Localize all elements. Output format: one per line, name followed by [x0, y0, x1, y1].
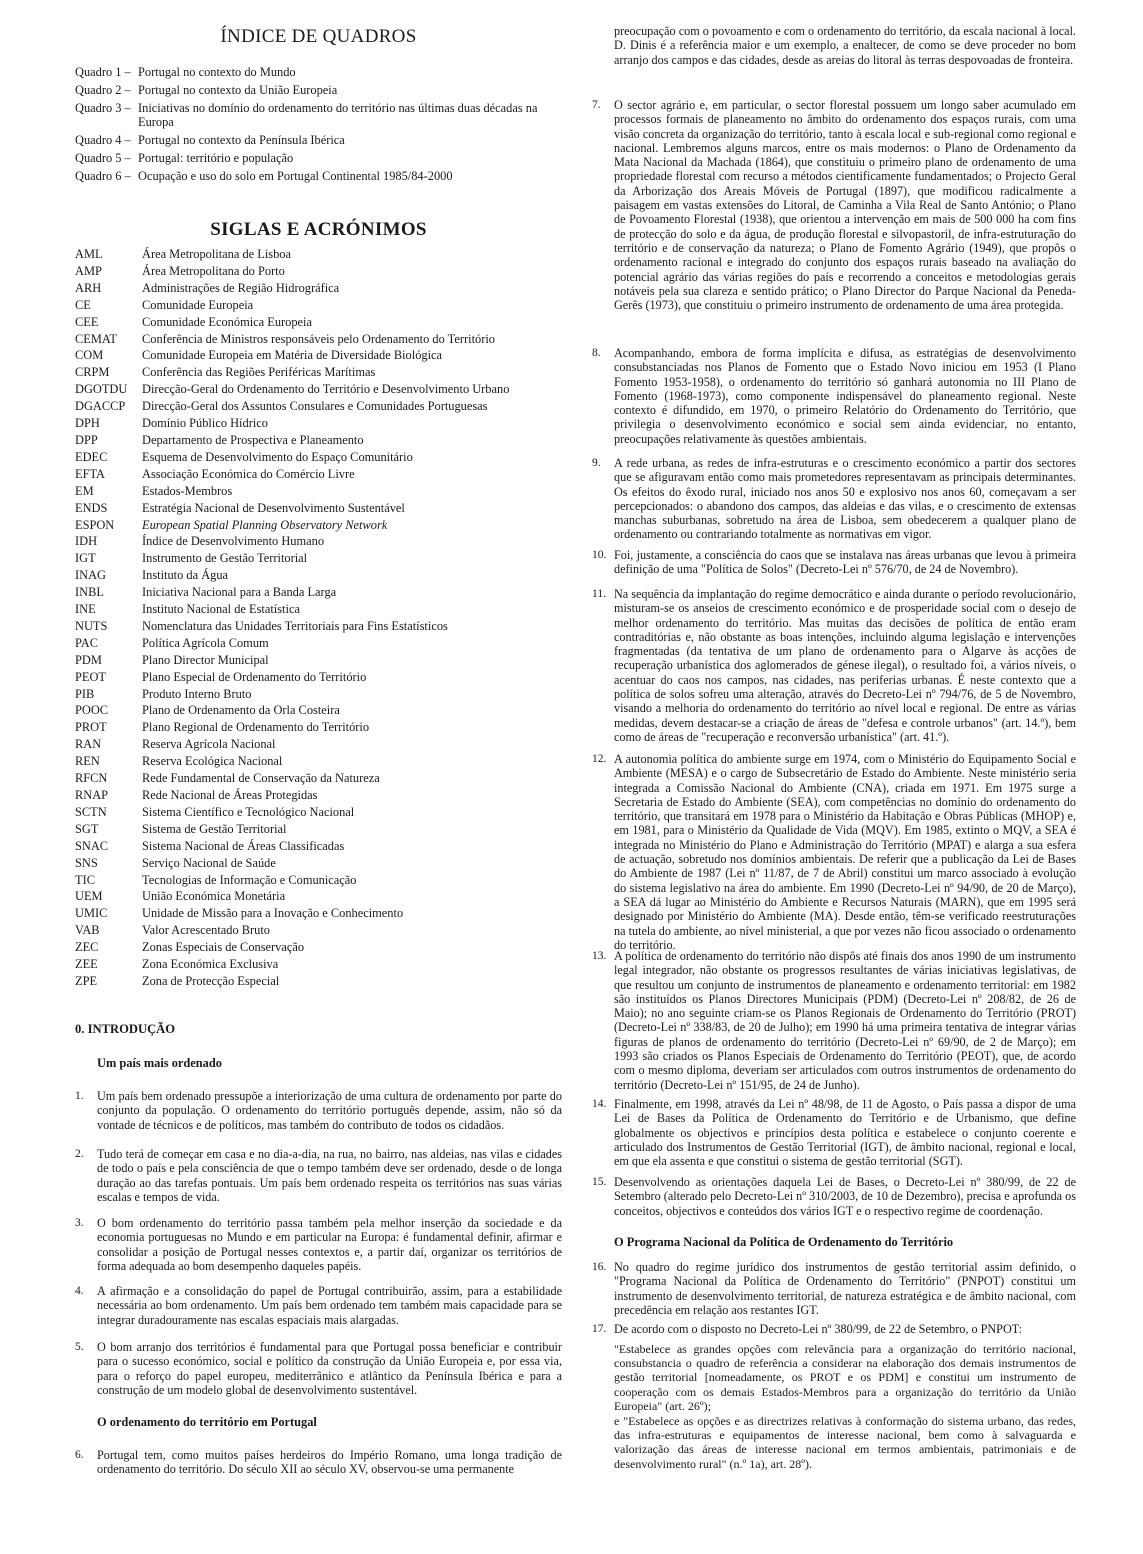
- toc-item-key: Quadro 6 –: [75, 168, 131, 183]
- acronym-abbr: CEMAT: [75, 331, 117, 346]
- toc-item-key: Quadro 5 –: [75, 150, 131, 165]
- acronym-definition: Estratégia Nacional de Desenvolvimento Sustentável: [142, 500, 405, 515]
- paragraph-number: 12.: [592, 753, 607, 765]
- toc-item-key: Quadro 1 –: [75, 65, 131, 79]
- paragraph-text: Um país bem ordenado pressupõe a interiorização de uma cultura de ordenamento por parte do conjunto da população. O ordenamento do território português depende, assim, não só da vontade de técnicos e de políticos, mas também do contributo de todos os cidadãos.: [97, 1089, 562, 1132]
- intro-heading: 0. INTRODUÇÃO: [75, 1022, 176, 1036]
- paragraph-number: 13.: [592, 950, 607, 962]
- paragraph-4: [75, 1284, 562, 1327]
- acronym-row: [75, 787, 562, 804]
- acronym-row: [75, 500, 562, 517]
- acronym-row: [75, 888, 562, 905]
- paragraph-text: O sector agrário e, em particular, o sector florestal possuem um longo saber acumulado em processos formais de planeamento no âmbito do ordenamento dos espaços rurais, com uma visão concreta da organização do território, tanto à escala local e sub-regional como regional e nacional. Lembremos alguns marcos, entre os mais modernos: o Plano de Ordenamento da Mata Nacional da Machada (1864), que constituiu o primeiro plano de ordenamento de uma propriedade florestal com recurso a métodos cientificamente fundamentados; o Projecto Geral da Arborização dos Areais Móveis de Portugal (1897), que modificou radicalmente a paisagem em vastas extensões do Litoral, de Caminha a Vila Real de Santo António; o Plano de Povoamento Florestal (1938), que orientou a intervenção em mais de 500 000 ha com fins de protecção do solo e da água, de produção florestal e silvopastoril, de infra-estruturação do território e de conservação da natureza; o Plano de Fomento Agrário (1949), que propôs o ordenamento racional e integrado do conjunto dos espaços rurais baseado na avaliação do potencial agrário das várias regiões do país e recorrendo a conceitos e metodologias gerais notáveis pela sua clareza e sentido prático; o Plano Director do Parque Nacional da Peneda-Gerês (1973), que constituiu o primeiro instrumento de ordenamento de uma área protegida.: [614, 98, 1076, 313]
- paragraph-number: 7.: [592, 99, 601, 111]
- acronym-row: [75, 347, 562, 364]
- paragraph-10: [592, 548, 1076, 577]
- acronym-row: [75, 939, 562, 956]
- acronym-row: [75, 635, 562, 652]
- toc-item-text: Portugal: território e população: [138, 150, 294, 165]
- toc-title: ÍNDICE DE QUADROS: [220, 26, 417, 47]
- acronym-row: [75, 314, 562, 331]
- toc-item: [75, 65, 562, 80]
- acronym-definition: Conferência de Ministros responsáveis pelo Ordenamento do Território: [142, 331, 495, 346]
- acronym-definition: Tecnologias de Informação e Comunicação: [142, 872, 357, 887]
- toc-item: [75, 151, 562, 166]
- paragraph-number: 6.: [75, 1449, 84, 1461]
- acronym-definition: Direcção-Geral do Ordenamento do Território e Desenvolvimento Urbano: [142, 382, 510, 397]
- toc-list: [75, 65, 562, 186]
- acronym-definition: Administrações de Região Hidrográfica: [142, 280, 340, 295]
- paragraph-text: preocupação com o povoamento e com o ordenamento do território, da escala nacional à local. D. Dinis é a referência maior e um exemplo, a enaltecer, de como se deve proceder no bom arranjo dos campos e das cidades, desde as areias do litoral às terras despovoadas de fronteira.: [614, 24, 1076, 67]
- acronym-definition: Nomenclatura das Unidades Territoriais para Fins Estatísticos: [142, 618, 448, 633]
- acronym-abbr: PEOT: [75, 669, 106, 684]
- acronym-definition: Domínio Público Hídrico: [142, 416, 268, 431]
- acronym-row: [75, 517, 562, 534]
- acronym-abbr: PIB: [75, 686, 95, 701]
- acronym-definition: Instituto Nacional de Estatística: [142, 602, 300, 617]
- paragraph-text: A rede urbana, as redes de infra-estruturas e o crescimento económico a partir dos sectores que se afiguravam então como mais prometedores representavam as principais determinantes. Os efeitos do êxodo rural, iniciado nos anos 50 e explosivo nos anos 60, começavam a ser percepcionados: o abandono dos campos, das aldeias e das vilas, e o crescimento de extensas manchas suburbanas, sobretudo na área de Lisboa, sem obedecerem a qualquer plano de ordenamento ou contrariando totalmente as normativas em vigor.: [614, 456, 1076, 542]
- acronym-definition: Conferência das Regiões Periféricas Marítimas: [142, 365, 376, 380]
- acronym-definition: Associação Económica do Comércio Livre: [142, 466, 355, 481]
- paragraph-5: [75, 1340, 562, 1397]
- acronym-abbr: CRPM: [75, 365, 110, 380]
- paragraph-text: Finalmente, em 1998, através da Lei nº 48/98, de 11 de Agosto, o País passa a dispor de uma Lei de Bases da Política de Ordenamento do Território e de Urbanismo, que define globalmente os objectivos e princípios desta política e estabelece o conjunto coerente e articulado dos Instrumentos de Gestão Territorial (IGT), de âmbito nacional, regional e local, em que ela assenta e que constitui o sistema de gestão territorial (SGT).: [614, 1097, 1076, 1169]
- paragraph-7: [592, 98, 1076, 313]
- paragraph-17: [592, 1322, 1076, 1336]
- acronym-row: [75, 719, 562, 736]
- toc-item-text: Portugal no contexto da Península Ibérica: [138, 132, 345, 147]
- paragraph-14: [592, 1097, 1076, 1169]
- quote-2: e "Estabelece as opções e as directrizes relativas à conformação do sistema urbano, das redes, das infra-estruturas e equipamentos de interesse nacional, bem como à salvaguarda e valorização das áreas de interesse nacional em termos ambientais, patrimoniais e de desenvolvimento rural" (n.º 1a), art. 28º).: [614, 1414, 1076, 1471]
- acronym-row: [75, 804, 562, 821]
- acronym-definition: Zona Económica Exclusiva: [142, 957, 279, 972]
- acronym-definition: Zona de Protecção Especial: [142, 973, 280, 988]
- paragraph-number: 2.: [75, 1148, 84, 1160]
- toc-item-key: Quadro 2 –: [75, 82, 131, 97]
- paragraph-number: 8.: [592, 347, 601, 359]
- acronym-abbr: INE: [75, 602, 96, 617]
- acronym-definition: Plano Director Municipal: [142, 652, 269, 667]
- acronym-row: [75, 263, 562, 280]
- acronym-definition: Sistema Nacional de Áreas Classificadas: [142, 838, 345, 853]
- acronym-abbr: INAG: [75, 568, 106, 583]
- acronym-definition: Sistema de Gestão Territorial: [142, 821, 287, 836]
- acronym-row: [75, 415, 562, 432]
- toc-item-text: Ocupação e uso do solo em Portugal Continental 1985/84-2000: [138, 168, 453, 183]
- toc-item-key: Quadro 3 –: [75, 100, 131, 115]
- acronym-row: [75, 466, 562, 483]
- acronym-definition: Rede Nacional de Áreas Protegidas: [142, 788, 318, 802]
- paragraph-15: [592, 1175, 1076, 1218]
- acronym-definition: Plano Especial de Ordenamento do Território: [142, 669, 367, 684]
- acronym-abbr: EM: [75, 483, 94, 498]
- toc-item-text: Portugal no contexto da União Europeia: [138, 82, 338, 97]
- acronym-row: [75, 922, 562, 939]
- acronym-abbr: IGT: [75, 551, 96, 566]
- subheading-pais-ordenado: Um país mais ordenado: [97, 1056, 222, 1070]
- acronym-definition: Serviço Nacional de Saúde: [142, 855, 276, 870]
- paragraph-text: Desenvolvendo as orientações daquela Lei de Bases, o Decreto-Lei nº 380/99, de 22 de Setembro (alterado pelo Decreto-Lei nº 310/2003, de 10 de Dezembro), precisa e aprofunda os conceitos, objectivos e conteúdos dos vários IGT e o respectivo regime de coordenação.: [614, 1175, 1076, 1218]
- paragraph-3: [75, 1216, 562, 1273]
- toc-item-text: Iniciativas no domínio do ordenamento do território nas últimas duas décadas na Europa: [138, 100, 538, 130]
- acronym-abbr: SCTN: [75, 804, 107, 819]
- acronym-abbr: NUTS: [75, 618, 108, 633]
- subheading-pnpot: O Programa Nacional da Política de Ordenamento do Território: [614, 1235, 954, 1249]
- paragraph-number: 15.: [592, 1176, 607, 1188]
- acronym-row: [75, 398, 562, 415]
- acronym-abbr: ZEE: [75, 957, 98, 972]
- acronym-definition: European Spatial Planning Observatory Network: [142, 517, 388, 532]
- acronym-abbr: SNAC: [75, 838, 109, 853]
- paragraph-text: O bom ordenamento do território passa também pela melhor inserção da sociedade e da economia portuguesas no Mundo e em particular na Europa: é fundamental definir, afirmar e consolidar a posição de Portugal nesses contextos e, a partir daí, organizar os territórios de forma adequada ao bom desempenho daqueles papéis.: [97, 1216, 562, 1273]
- acronym-abbr: EFTA: [75, 466, 105, 481]
- acronym-abbr: ZPE: [75, 973, 98, 988]
- paragraph-text: Foi, justamente, a consciência do caos que se instalava nas áreas urbanas que levou à primeira definição de uma "Política de Solos" (Decreto-Lei nº 576/70, de 24 de Novembro).: [614, 548, 1076, 577]
- acronym-row: [75, 246, 562, 263]
- paragraph-1: [75, 1089, 562, 1132]
- acronym-definition: Estados-Membros: [142, 483, 233, 498]
- acronym-definition: Direcção-Geral dos Assuntos Consulares e Comunidades Portuguesas: [142, 399, 488, 414]
- acronym-row: [75, 686, 562, 703]
- acronym-definition: Plano de Ordenamento da Orla Costeira: [142, 703, 340, 718]
- acronym-definition: Comunidade Europeia em Matéria de Diversidade Biológica: [142, 348, 443, 363]
- acronym-definition: Área Metropolitana do Porto: [142, 263, 285, 278]
- acronym-abbr: RAN: [75, 737, 102, 752]
- acronym-definition: Unidade de Missão para a Inovação e Conhecimento: [142, 906, 404, 921]
- acronym-row: [75, 381, 562, 398]
- acronym-definition: Esquema de Desenvolvimento do Espaço Comunitário: [142, 449, 413, 464]
- toc-item-text: Portugal no contexto do Mundo: [138, 65, 296, 79]
- acronym-row: [75, 821, 562, 838]
- paragraph-number: 17.: [592, 1323, 607, 1335]
- acronym-definition: Instituto da Água: [142, 568, 229, 583]
- acronym-abbr: PROT: [75, 720, 107, 735]
- acronym-abbr: PDM: [75, 652, 102, 667]
- acronym-definition: Comunidade Europeia: [142, 297, 254, 312]
- toc-item: [75, 133, 562, 148]
- acronym-row: [75, 669, 562, 686]
- acronym-abbr: AML: [75, 247, 103, 261]
- acronym-abbr: REN: [75, 754, 100, 769]
- acronym-abbr: PAC: [75, 635, 98, 650]
- acronym-definition: União Económica Monetária: [142, 889, 286, 904]
- paragraph-text: O bom arranjo dos territórios é fundamental para que Portugal possa beneficiar e contribuir para o sucesso económico, social e político da construção da União Europeia e, por essa via, para o reforço do papel europeu, mediterrânico e atlântico da Península Ibérica e para a construção de um modelo global de desenvolvimento sustentável.: [97, 1340, 562, 1397]
- acronym-row: [75, 905, 562, 922]
- paragraph-text: Tudo terá de começar em casa e no dia-a-dia, na rua, no bairro, nas aldeias, nas vilas e cidades de todo o país e pela consciência de que o tempo também deve ser ordenado, desde o de longa duração ao das tarefas pontuais. Um país bem ordenado respeita os territórios nas suas várias escalas e tempos de vida.: [97, 1147, 562, 1204]
- acronym-abbr: ZEC: [75, 940, 99, 955]
- acronym-row: [75, 533, 562, 550]
- paragraph-11: [592, 587, 1076, 744]
- acronym-row: [75, 872, 562, 889]
- acronym-row: [75, 567, 562, 584]
- paragraph-text: No quadro do regime jurídico dos instrumentos de gestão territorial assim definido, o "Programa Nacional da Política de Ordenamento do Território" (PNPOT) constitui um instrumento de desenvolvimento territorial, de natureza estratégica e de âmbito nacional, com precedência em relação aos restantes IGT.: [614, 1260, 1076, 1317]
- acronym-row: [75, 331, 562, 348]
- acronym-abbr: UEM: [75, 889, 103, 904]
- paragraph-8: [592, 346, 1076, 446]
- acronym-definition: Reserva Ecológica Nacional: [142, 754, 283, 769]
- acronym-definition: Valor Acrescentado Bruto: [142, 923, 270, 938]
- acronym-abbr: CE: [75, 297, 91, 312]
- paragraph-number: 1.: [75, 1090, 84, 1102]
- acronym-definition: Plano Regional de Ordenamento do Território: [142, 720, 370, 735]
- acronym-row: [75, 584, 562, 601]
- acronym-row: [75, 770, 562, 787]
- acronym-row: [75, 364, 562, 381]
- acronym-definition: Comunidade Económica Europeia: [142, 314, 312, 329]
- acronym-abbr: CEE: [75, 314, 99, 329]
- acronym-definition: Sistema Científico e Tecnológico Nacional: [142, 804, 355, 819]
- paragraph-number: 9.: [592, 457, 601, 469]
- acronym-row: [75, 483, 562, 500]
- subheading-ordenamento-portugal: O ordenamento do território em Portugal: [97, 1415, 317, 1429]
- paragraph-number: 14.: [592, 1098, 607, 1110]
- acronym-abbr: DGACCP: [75, 399, 126, 414]
- acronym-abbr: TIC: [75, 872, 95, 887]
- acronym-abbr: POOC: [75, 703, 109, 718]
- quote-1: "Estabelece as grandes opções com relevância para a organização do território nacional, consubstancia o quadro de referência a considerar na elaboração dos demais instrumentos de gestão territorial [nomeadamente, os PROT e os PDM] e constitui um instrumento de cooperação com os demais Estados-Membros para a organização do território da União Europeia" (art. 26º);: [614, 1342, 1076, 1413]
- paragraph-2: [75, 1147, 562, 1204]
- acronym-row: [75, 753, 562, 770]
- acronym-abbr: AMP: [75, 263, 102, 278]
- acronym-abbr: SGT: [75, 821, 99, 836]
- acronym-abbr: RFCN: [75, 771, 108, 786]
- toc-item: [75, 101, 562, 130]
- acronym-abbr: RNAP: [75, 788, 109, 802]
- acronym-abbr: IDH: [75, 534, 98, 549]
- paragraph-text: Portugal tem, como muitos países herdeiros do Império Romano, uma longa tradição de ordenamento do território. Do século XII ao século XV, observou-se uma permanente: [97, 1448, 562, 1477]
- acronym-definition: Índice de Desenvolvimento Humano: [142, 534, 325, 549]
- paragraph-13: [592, 949, 1076, 1092]
- acronym-row: [75, 297, 562, 314]
- acronym-definition: Produto Interno Bruto: [142, 686, 252, 701]
- paragraph-9: [592, 456, 1076, 542]
- toc-item-key: Quadro 4 –: [75, 132, 131, 147]
- acronym-abbr: ENDS: [75, 500, 108, 515]
- acronym-definition: Iniciativa Nacional para a Banda Larga: [142, 585, 337, 600]
- paragraph-number: 3.: [75, 1217, 84, 1229]
- paragraph-text: A política de ordenamento do território não dispôs até finais dos anos 1990 de um instrumento legal integrador, não obstante os progressos resultantes de várias iniciativas legislativas, de que resultou um conjunto de instrumentos de planeamento e ordenamento territorial: em 1982 são instituídos os Planos Directores Municipais (PDM) (Decreto-Lei nº 208/82, de 26 de Maio); no ano seguinte criam-se os Planos Regionais de Ordenamento do Território (PROT) (Decreto-Lei nº 338/83, de 20 de Julho); em 1990 há uma primeira tentativa de integrar várias figuras de planos de ordenamento do território (Decreto-Lei nº 69/90, de 2 de Março); em 1993 são criados os Planos Especiais de Ordenamento do Território (PEOT), que, de acordo com o mesmo diploma, deveriam ser articulados com outros instrumentos de ordenamento do território (Decreto-Lei nº 151/95, de 24 de Junho).: [614, 949, 1076, 1092]
- paragraph-6-continued: [614, 24, 1076, 67]
- toc-item: [75, 83, 562, 98]
- paragraph-text: A autonomia política do ambiente surge em 1974, com o Ministério do Equipamento Social e Ambiente (MESA) e o cargo de Subsecretário de Estado do Ambiente. Neste ministério seria integrada a Comissão Nacional do Ambiente (CNA), criada em 1971. Em 1975 surge a Secretaria de Estado do Ambiente (SEA), com competências no domínio do ordenamento do território, que transitará em 1978 para o Ministério da Habitação e Obras Públicas (MHOP) e, em 1981, para o Ministério da Qualidade de Vida (MQV). Em 1985, extinto o MQV, a SEA é integrada no Ministério do Plano e Administração do Território (MPAT) e alarga a sua esfera de actuação, sobretudo nos domínios ambientais. De referir que a publicação da Lei de Bases do Ambiente de 1987 (Lei nº 11/87, de 7 de Abril) constitui um marco associado à evolução do sistema legislativo na área do ambiente. Em 1990 (Decreto-Lei nº 94/90, de 20 de Março), a SEA dá lugar ao Ministério do Ambiente e Recursos Naturais (MARN), que em 1995 será designado por Ministério do Ambiente (MA). Desde então, têm-se verificado reestruturações na tutela do ambiente, ao nível ministerial, a que por vezes não ficou associado o ordenamento do território.: [614, 752, 1076, 952]
- acronym-row: [75, 449, 562, 466]
- acronym-row: [75, 838, 562, 855]
- acronym-abbr: VAB: [75, 923, 100, 938]
- acronym-row: [75, 973, 562, 990]
- acronym-definition: Rede Fundamental de Conservação da Natureza: [142, 771, 380, 786]
- acronym-definition: Política Agrícola Comum: [142, 635, 269, 650]
- acronym-row: [75, 432, 562, 449]
- acronym-abbr: INBL: [75, 585, 104, 600]
- acronym-row: [75, 736, 562, 753]
- acronym-definition: Reserva Agrícola Nacional: [142, 737, 276, 752]
- toc-item: [75, 169, 562, 184]
- acronym-definition: Zonas Especiais de Conservação: [142, 940, 305, 955]
- paragraph-number: 5.: [75, 1341, 84, 1353]
- paragraph-number: 11.: [592, 588, 606, 600]
- acronym-row: [75, 956, 562, 973]
- paragraph-text: De acordo com o disposto no Decreto-Lei nº 380/99, de 22 de Setembro, o PNPOT:: [614, 1322, 1022, 1336]
- acronym-definition: Departamento de Prospectiva e Planeamento: [142, 432, 364, 447]
- paragraph-12: [592, 752, 1076, 952]
- acronym-abbr: DGOTDU: [75, 382, 128, 397]
- acronym-abbr: DPP: [75, 432, 98, 447]
- acronym-row: [75, 618, 562, 635]
- acronym-abbr: COM: [75, 348, 104, 363]
- acronym-abbr: ARH: [75, 280, 102, 295]
- acronym-row: [75, 601, 562, 618]
- acronym-definition: Instrumento de Gestão Territorial: [142, 551, 308, 566]
- paragraph-6: [75, 1448, 562, 1477]
- paragraph-number: 10.: [592, 549, 607, 561]
- paragraph-number: 4.: [75, 1285, 84, 1297]
- acronyms-title: SIGLAS E ACRÓNIMOS: [210, 219, 427, 240]
- acronym-abbr: ESPON: [75, 517, 115, 532]
- acronym-row: [75, 652, 562, 669]
- acronyms-list: [75, 246, 562, 990]
- paragraph-text: Na sequência da implantação do regime democrático e ainda durante o período revolucionário, misturam-se os anseios de crescimento económico e de prosperidade social com o desejo de melhor ordenamento do território. Mas muitas das decisões de política de então eram contraditórias e, não obstante as boas intenções, incluindo alguma legislação e intervenções fragmentadas (da tentativa de um plano de ordenamento para o Algarve às acções de recuperação urbanística dos aglomerados de génese ilegal), o resultado foi, a vários níveis, o acentuar do caos nos campos, nas cidades, nas periferias urbanas. É neste contexto que a política de solos sofreu uma alteração, através do Decreto-Lei nº 794/76, de 5 de Novembro, visando a melhoria do ordenamento do território ao nível local e regional. De entre as várias medidas, devem destacar-se a criação de áreas de "defesa e controle urbanos" (art. 14.º), bem como de áreas de "recuperação e reconversão urbanística" (art. 41.º).: [614, 587, 1076, 744]
- acronym-definition: Área Metropolitana de Lisboa: [142, 247, 291, 261]
- acronym-row: [75, 702, 562, 719]
- acronym-row: [75, 550, 562, 567]
- paragraph-text: Acompanhando, embora de forma implícita e difusa, as estratégias de desenvolvimento consubstanciadas nos Planos de Fomento que o Estado Novo iniciou em 1953 (I Plano Fomento 1953-1958), o ordenamento do território só ganhará autonomia no III Plano de Fomento (1968-1973), como componente indispensável do planeamento regional. Neste contexto é difundido, em 1970, o primeiro Relatório do Ordenamento do Território, que privilegia o desenvolvimento económico e social sem ainda evidenciar, no entanto, preocupações relativamente às questões ambientais.: [614, 346, 1076, 446]
- paragraph-text: A afirmação e a consolidação do papel de Portugal contribuirão, assim, para a estabilidade necessária ao bom ordenamento. Um país bem ordenado tem também mais capacidade para se integrar duradouramente nas escalas espaciais mais alargadas.: [97, 1284, 562, 1327]
- acronym-abbr: UMIC: [75, 906, 108, 921]
- acronym-row: [75, 855, 562, 872]
- paragraph-number: 16.: [592, 1261, 607, 1273]
- acronym-abbr: DPH: [75, 416, 100, 431]
- acronym-abbr: SNS: [75, 855, 98, 870]
- paragraph-16: [592, 1260, 1076, 1317]
- acronym-row: [75, 280, 562, 297]
- acronym-abbr: EDEC: [75, 449, 108, 464]
